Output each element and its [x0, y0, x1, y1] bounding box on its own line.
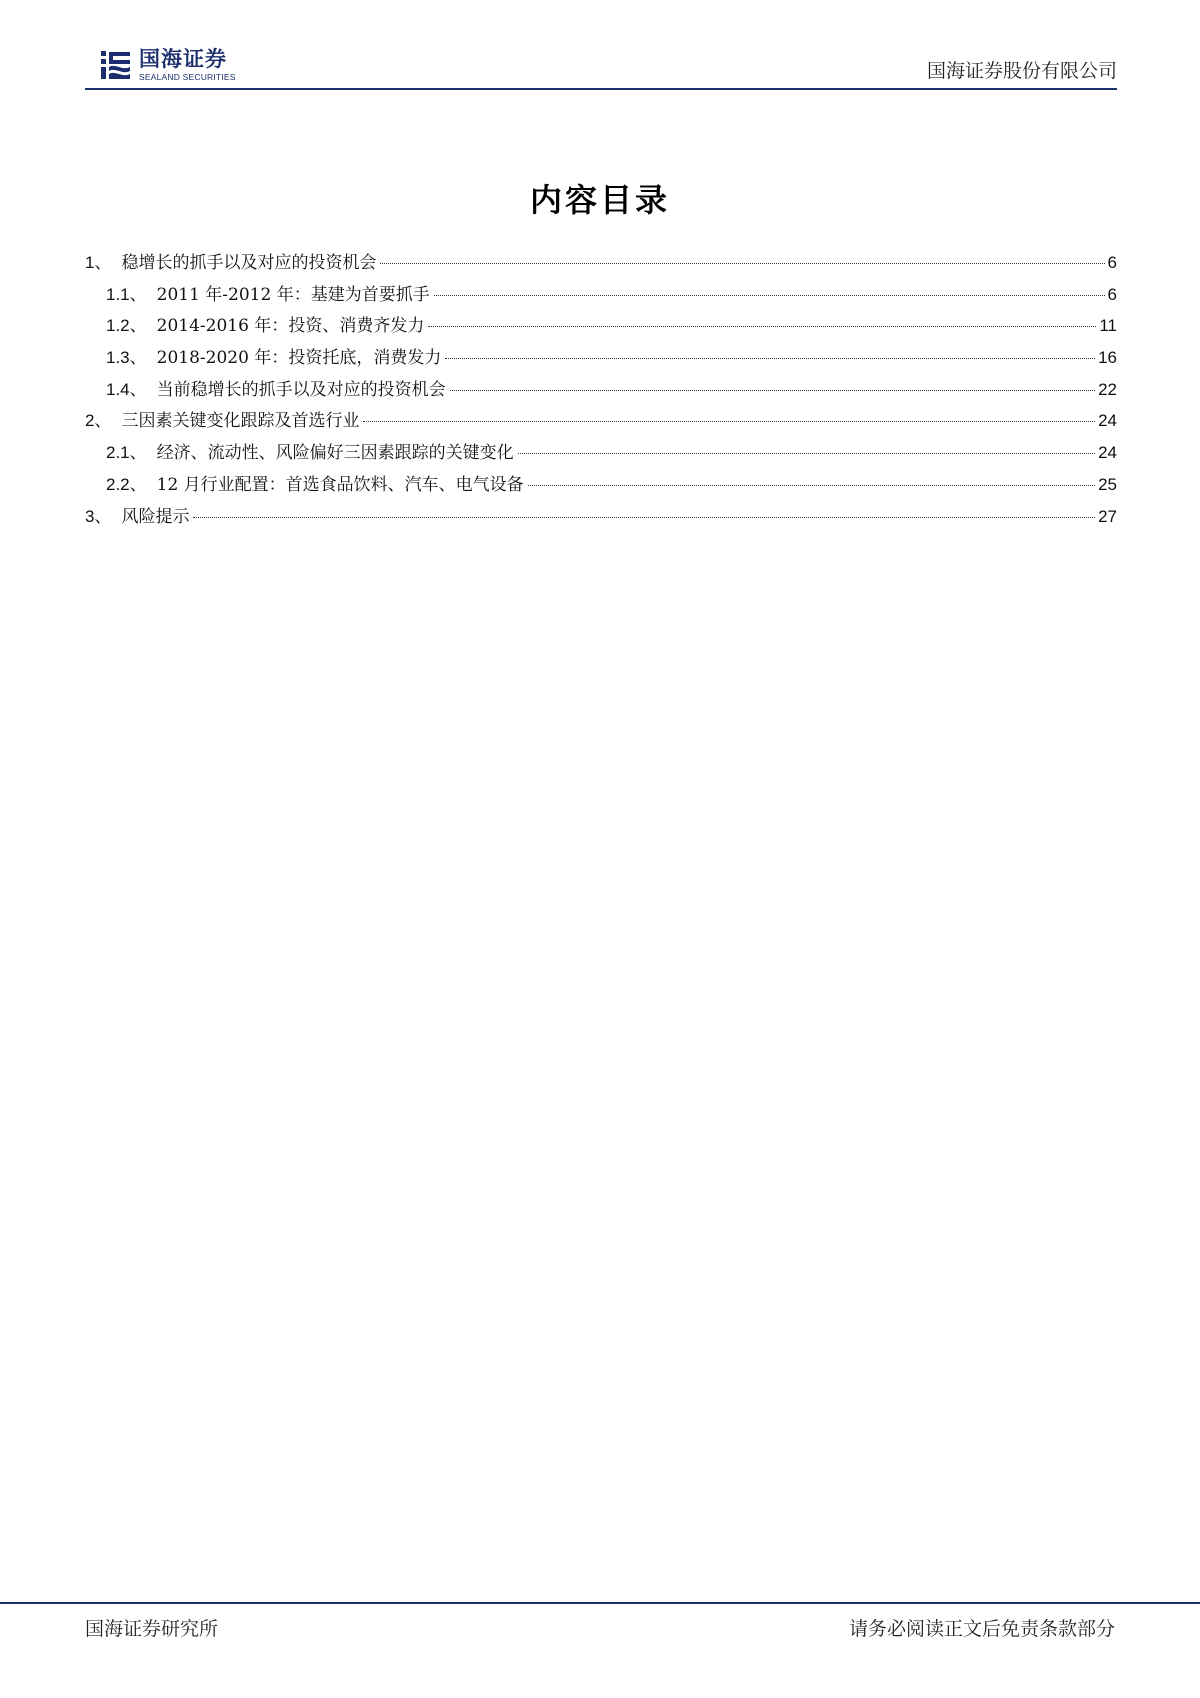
toc-entry-number: 1.1、 — [106, 284, 147, 304]
toc-dot-leader — [445, 358, 1095, 359]
company-name: 国海证券股份有限公司 — [926, 60, 1117, 82]
toc-entry-page: 6 — [1107, 284, 1117, 304]
toc-entry-number: 2.2、 — [106, 474, 147, 494]
toc-entry-page: 25 — [1098, 474, 1117, 494]
sealand-logo-icon — [99, 48, 133, 82]
toc-entry-title: 风险提示 — [121, 506, 190, 527]
table-of-contents — [85, 248, 1117, 533]
toc-entry-page: 16 — [1098, 348, 1117, 368]
toc-entry[interactable] — [85, 470, 1117, 502]
toc-entry-number: 2、 — [85, 411, 112, 431]
toc-entry-page: 24 — [1098, 443, 1117, 463]
company-logo — [99, 48, 236, 82]
toc-dot-leader — [380, 263, 1104, 264]
toc-entry[interactable] — [85, 280, 1117, 312]
toc-entry-page: 11 — [1099, 316, 1117, 336]
toc-entry[interactable] — [85, 502, 1117, 534]
toc-dot-leader — [450, 390, 1095, 391]
toc-entry-title: 经济、流动性、风险偏好三因素跟踪的关键变化 — [156, 443, 514, 464]
toc-entry-title: 三因素关键变化跟踪及首选行业 — [121, 411, 360, 432]
toc-dot-leader — [518, 453, 1095, 454]
toc-entry[interactable] — [85, 406, 1117, 438]
toc-dot-leader — [193, 517, 1095, 518]
toc-entry-title: 12 月行业配置：首选食品饮料、汽车、电气设备 — [156, 474, 524, 495]
logo-english-name: SEALAND SECURITIES — [139, 71, 236, 82]
toc-entry-number: 1.3、 — [106, 348, 147, 368]
toc-entry-page: 6 — [1107, 253, 1117, 272]
toc-entry-page: 27 — [1098, 506, 1117, 526]
toc-entry[interactable] — [85, 375, 1117, 407]
toc-entry-title: 2018-2020 年：投资托底，消费发力 — [156, 348, 442, 369]
page-header — [85, 40, 1117, 90]
toc-entry-title: 当前稳增长的抓手以及对应的投资机会 — [156, 379, 446, 400]
footer-disclaimer-note: 请务必阅读正文后免责条款部分 — [848, 1618, 1115, 1640]
toc-entry-number: 2.1、 — [106, 443, 147, 463]
toc-title: 内容目录 — [529, 181, 670, 219]
toc-entry-number: 1、 — [85, 253, 112, 272]
footer-divider — [0, 1602, 1200, 1604]
toc-entry[interactable] — [85, 343, 1117, 375]
toc-entry[interactable] — [85, 311, 1117, 343]
toc-dot-leader — [363, 421, 1095, 422]
toc-entry-page: 22 — [1098, 379, 1117, 399]
toc-entry-number: 1.2、 — [106, 316, 147, 336]
toc-entry-page: 24 — [1098, 411, 1117, 431]
toc-entry[interactable] — [85, 438, 1117, 470]
toc-dot-leader — [528, 485, 1095, 486]
logo-chinese-name: 国海证券 — [139, 46, 227, 71]
toc-entry-number: 1.4、 — [106, 379, 147, 399]
toc-entry-title: 2011 年-2012 年：基建为首要抓手 — [156, 284, 430, 305]
toc-entry-title: 2014-2016 年：投资、消费齐发力 — [156, 316, 425, 337]
toc-entry[interactable] — [85, 248, 1117, 280]
toc-entry-number: 3、 — [85, 506, 112, 526]
toc-dot-leader — [434, 295, 1105, 296]
toc-dot-leader — [428, 326, 1096, 327]
toc-entry-title: 稳增长的抓手以及对应的投资机会 — [121, 253, 377, 273]
footer-institute: 国海证券研究所 — [85, 1618, 219, 1640]
